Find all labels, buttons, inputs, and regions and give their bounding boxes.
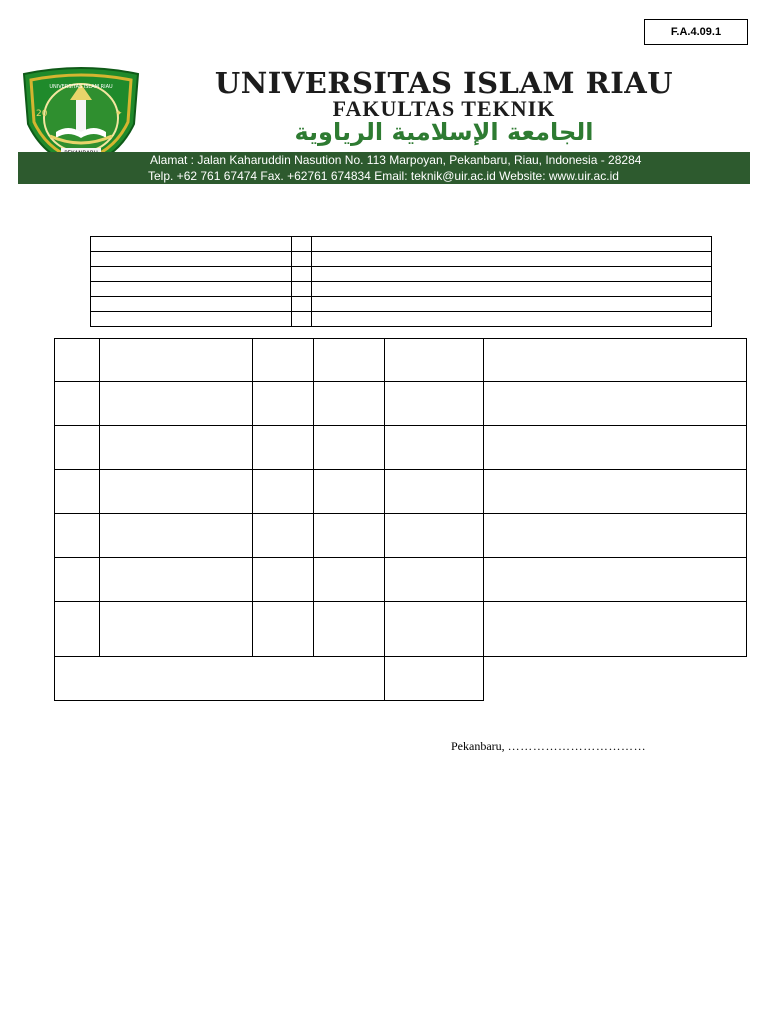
info-value-cell [312,312,712,327]
form-code-box [644,19,748,45]
table-cell [314,602,385,657]
table-cell [385,514,484,558]
signature-place-date [451,739,646,754]
table-row [55,470,747,514]
info-label-cell [91,237,292,252]
table-cell [484,558,747,602]
info-label-cell [91,312,292,327]
info-label-cell [91,252,292,267]
table-cell [100,382,253,426]
info-row [91,282,712,297]
table-cell [253,514,314,558]
table-cell [484,514,747,558]
table-cell [253,382,314,426]
table-cell [314,470,385,514]
table-cell [314,514,385,558]
main-table [54,338,747,657]
form-code: F.A.4.09.1 [670,26,722,38]
table-cell [484,470,747,514]
info-label-cell [91,282,292,297]
total-row-table [54,656,484,701]
table-cell [314,426,385,470]
table-cell [100,558,253,602]
header-cell [385,339,484,382]
header-cell [314,339,385,382]
info-colon-cell [292,312,312,327]
info-colon-cell [292,237,312,252]
table-cell [55,382,100,426]
header-cell [484,339,747,382]
table-cell [253,470,314,514]
table-cell [55,426,100,470]
header-cell [100,339,253,382]
table-cell [100,602,253,657]
table-cell [55,558,100,602]
address-line: Alamat : Jalan Kaharuddin Nasution No. 113 Marpoyan, Pekanbaru, Riau, Indonesia - 28284 [150,153,642,167]
info-value-cell [312,267,712,282]
table-cell [385,558,484,602]
letterhead [18,66,750,184]
info-value-cell [312,252,712,267]
header-cell [55,339,100,382]
signature-place: Pekanbaru, [451,739,505,753]
table-row [55,426,747,470]
table-row [55,602,747,657]
info-row [91,252,712,267]
info-value-cell [312,282,712,297]
info-value-cell [312,237,712,252]
table-header-row [55,339,747,382]
table-cell [55,514,100,558]
table-cell [253,426,314,470]
table-cell [100,514,253,558]
table-row [55,382,747,426]
table-row [55,558,747,602]
table-cell [484,382,747,426]
info-value-cell [312,297,712,312]
info-colon-cell [292,267,312,282]
info-row [91,297,712,312]
info-table [90,236,712,327]
signature-date-blank: …………………………… [507,739,647,753]
table-cell [385,602,484,657]
crest-top-text: UNIVERSITAS ISLAM RIAU [49,84,113,90]
table-cell [253,602,314,657]
total-value-cell [385,657,484,701]
arabic-title: الجامعة الإسلامية الرياوية [294,118,594,146]
table-cell [484,602,747,657]
table-cell [314,382,385,426]
table-cell [253,558,314,602]
total-label-cell [55,657,385,701]
info-row [91,267,712,282]
table-cell [55,470,100,514]
table-cell [100,426,253,470]
svg-text:✦: ✦ [115,109,123,119]
table-cell [100,470,253,514]
contact-line: Telp. +62 761 67474 Fax. +62761 674834 Email: teknik@uir.ac.id Website: www.uir.ac.id [148,169,619,183]
total-row [55,657,484,701]
table-row [55,514,747,558]
university-name: UNIVERSITAS ISLAM RIAU [214,66,674,100]
info-colon-cell [292,252,312,267]
table-cell [385,382,484,426]
header-cell [253,339,314,382]
table-cell [314,558,385,602]
svg-text:20: 20 [36,109,48,119]
info-label-cell [91,297,292,312]
info-colon-cell [292,297,312,312]
info-colon-cell [292,282,312,297]
table-cell [385,426,484,470]
faculty-name: FAKULTAS TEKNIK [332,96,556,121]
info-row [91,312,712,327]
contact-bar [18,152,750,184]
table-cell [55,602,100,657]
table-cell [484,426,747,470]
info-row [91,237,712,252]
table-cell [385,470,484,514]
info-label-cell [91,267,292,282]
